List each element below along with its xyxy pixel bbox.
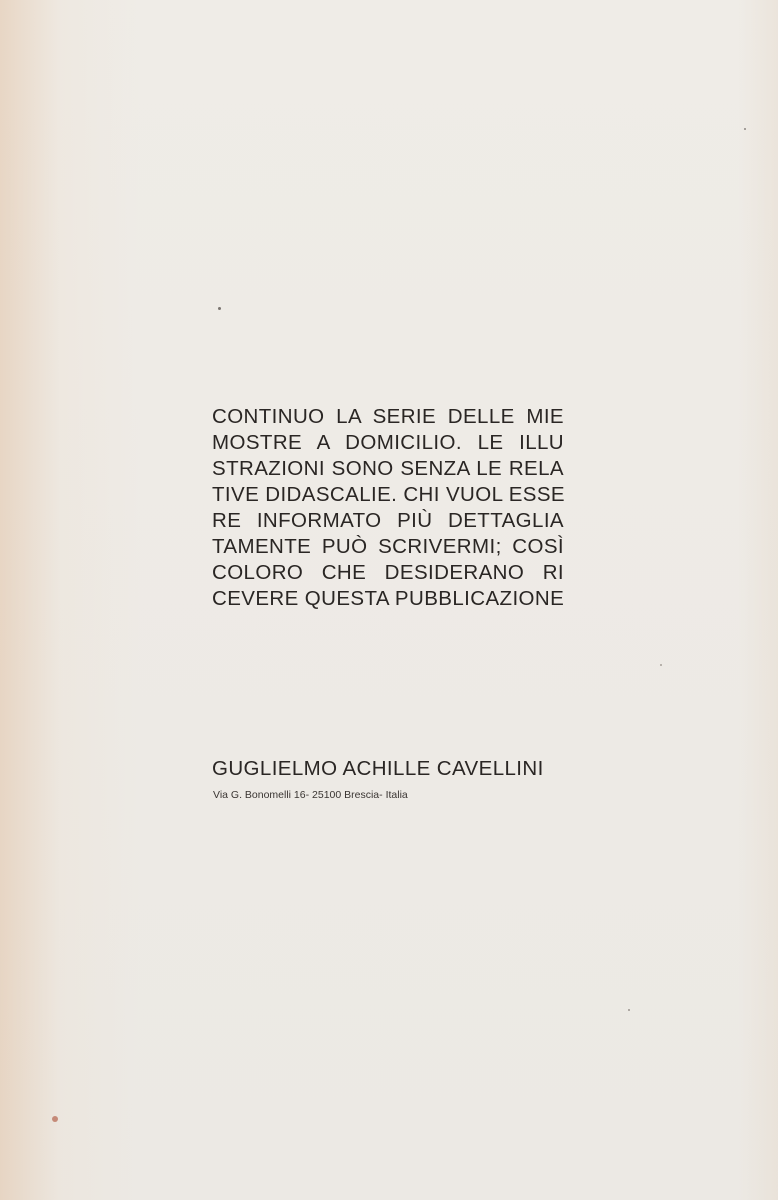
statement-paragraph: [212, 404, 564, 612]
statement-line: MOSTRE A DOMICILIO. LE ILLU: [212, 431, 564, 454]
statement-line: COLORO CHE DESIDERANO RI: [212, 561, 564, 584]
statement-line: STRAZIONI SONO SENZA LE RELA: [212, 457, 564, 480]
paper-speck: [660, 664, 662, 666]
statement-line: RE INFORMATO PIÙ DETTAGLIA: [212, 509, 564, 532]
paper-stain: [52, 1116, 58, 1122]
author-name: GUGLIELMO ACHILLE CAVELLINI: [212, 757, 544, 780]
paper-speck: [628, 1009, 630, 1011]
paper-speck: [218, 307, 221, 310]
paper-speck: [744, 128, 746, 130]
statement-line: TAMENTE PUÒ SCRIVERMI; COSÌ: [212, 535, 564, 558]
statement-line: TIVE DIDASCALIE. CHI VUOL ESSE: [212, 483, 566, 506]
statement-line: CONTINUO LA SERIE DELLE MIE: [212, 405, 564, 428]
statement-line: CEVERE QUESTA PUBBLICAZIONE: [212, 587, 565, 610]
author-address: Via G. Bonomelli 16- 25100 Brescia- Italia: [213, 789, 408, 801]
